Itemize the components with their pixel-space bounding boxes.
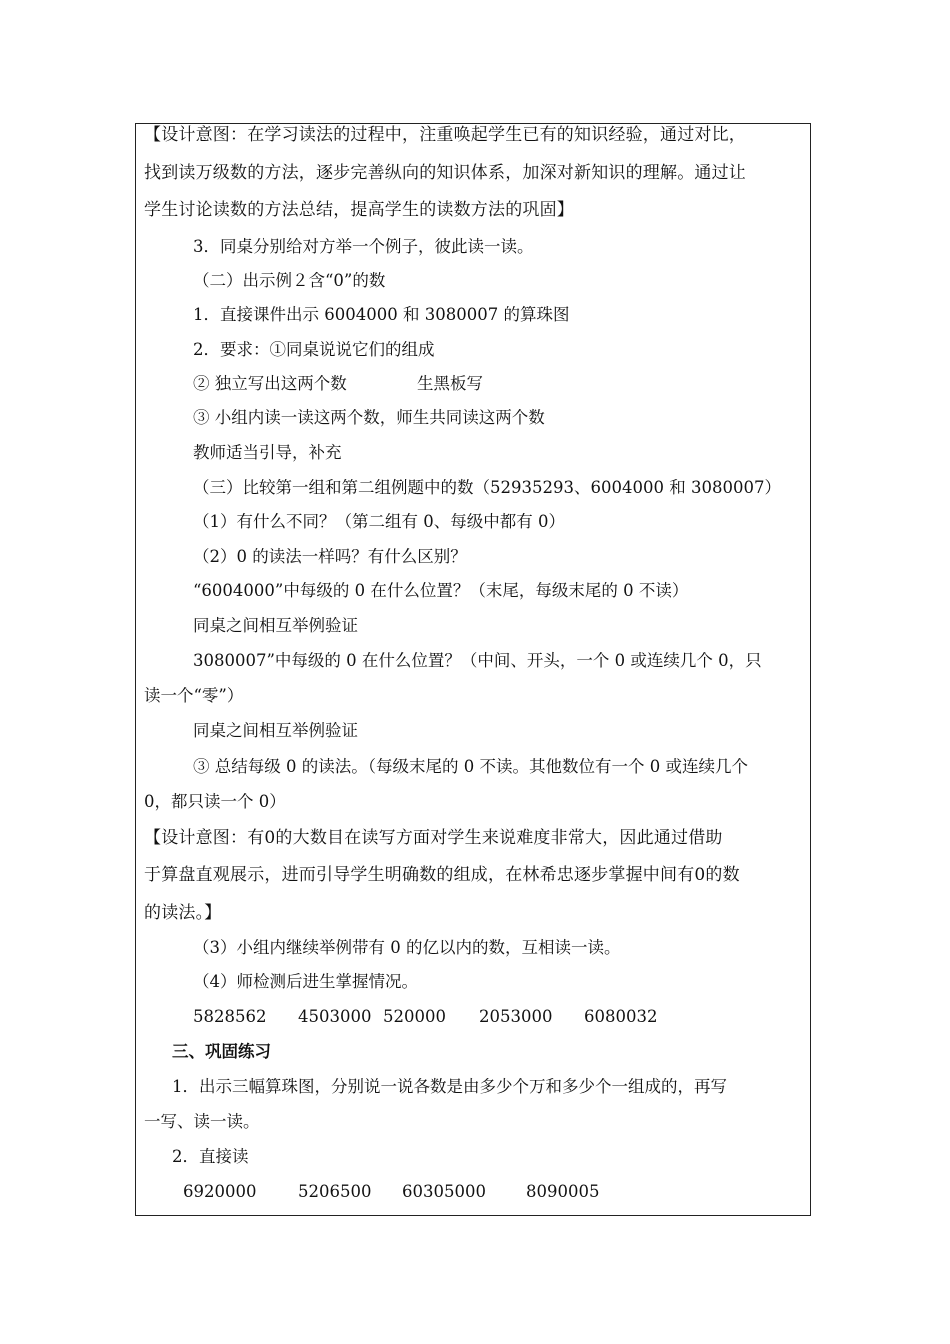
zero-position-2-cont: 读一个“零”） xyxy=(144,686,244,705)
practice-number: 5828562 xyxy=(193,1007,267,1026)
practice-number: 6080032 xyxy=(584,1007,658,1026)
design-intent-2-line-2: 于算盘直观展示，进而引导学生明确数的组成，在林希忠逐步掌握中间有0的数 xyxy=(144,865,740,885)
practice-numbers-row-1 xyxy=(193,1007,658,1027)
step-1-text: 1．直接课件出示 6004000 和 3080007 的算珠图 xyxy=(193,305,570,324)
practice-number: 60305000 xyxy=(402,1182,486,1201)
practice-number: 5206500 xyxy=(298,1182,372,1201)
design-intent-line-2: 找到读万级数的方法，逐步完善纵向的知识体系，加深对新知识的理解。通过让 xyxy=(144,163,746,183)
step-3-text: 3．同桌分别给对方举一个例子，彼此读一读。 xyxy=(193,237,534,256)
practice-number: 8090005 xyxy=(526,1182,600,1201)
step-2b-note: 生黑板写 xyxy=(417,374,483,393)
zero-position-2: 3080007”中每级的 0 在什么位置？（中间、开头，一个 0 或连续几个 0，只 xyxy=(193,651,762,670)
step-2-text: 2．要求：①同桌说说它们的组成 xyxy=(193,340,435,359)
practice-number: 6920000 xyxy=(183,1182,257,1201)
step-2b-text: ② 独立写出这两个数 xyxy=(193,374,347,393)
practice-number: 4503000 xyxy=(298,1007,372,1026)
section-heading-consolidation: 三、巩固练习 xyxy=(172,1042,271,1061)
section-2-heading: （二）出示例２含“0”的数 xyxy=(193,271,386,290)
exercise-1-line-1: 1．出示三幅算珠图，分别说一说各数是由多少个万和多少个一组成的，再写 xyxy=(172,1077,727,1096)
verify-2: 同桌之间相互举例验证 xyxy=(193,721,358,740)
summary-line-2: 0，都只读一个 0） xyxy=(144,792,286,811)
question-3: （3）小组内继续举例带有 0 的亿以内的数，互相读一读。 xyxy=(193,938,621,957)
step-2c-text: ③ 小组内读一读这两个数，师生共同读这两个数 xyxy=(193,408,545,427)
practice-number: 2053000 xyxy=(479,1007,553,1026)
exercise-2-text: 2．直接读 xyxy=(172,1147,249,1166)
practice-numbers-row-2 xyxy=(183,1182,600,1202)
design-intent-2-line-1: 【设计意图：有0的大数目在读写方面对学生来说难度非常大，因此通过借助 xyxy=(144,828,723,848)
teacher-guidance: 教师适当引导，补充 xyxy=(193,443,342,462)
design-intent-2-line-3: 的读法。】 xyxy=(144,903,222,923)
question-4: （4）师检测后进生掌握情况。 xyxy=(193,972,418,991)
section-3-heading: （三）比较第一组和第二组例题中的数（52935293、6004000 和 3080007） xyxy=(193,478,781,497)
zero-position-1: “6004000”中每级的 0 在什么位置？（末尾，每级末尾的 0 不读） xyxy=(193,581,689,600)
exercise-1-line-2: 一写、读一读。 xyxy=(144,1112,260,1131)
design-intent-line-3: 学生讨论读数的方法总结，提高学生的读数方法的巩固】 xyxy=(144,200,574,220)
summary-line-1: ③ 总结每级 0 的读法。（每级末尾的 0 不读。其他数位有一个 0 或连续几个 xyxy=(193,757,748,776)
design-intent-line-1: 【设计意图：在学习读法的过程中，注重唤起学生已有的知识经验，通过对比， xyxy=(144,125,746,145)
question-1: （1）有什么不同？（第二组有 0、每级中都有 0） xyxy=(193,512,565,531)
practice-number: 520000 xyxy=(383,1007,446,1026)
question-2: （2）0 的读法一样吗？有什么区别？ xyxy=(193,547,467,566)
verify-1: 同桌之间相互举例验证 xyxy=(193,616,358,635)
